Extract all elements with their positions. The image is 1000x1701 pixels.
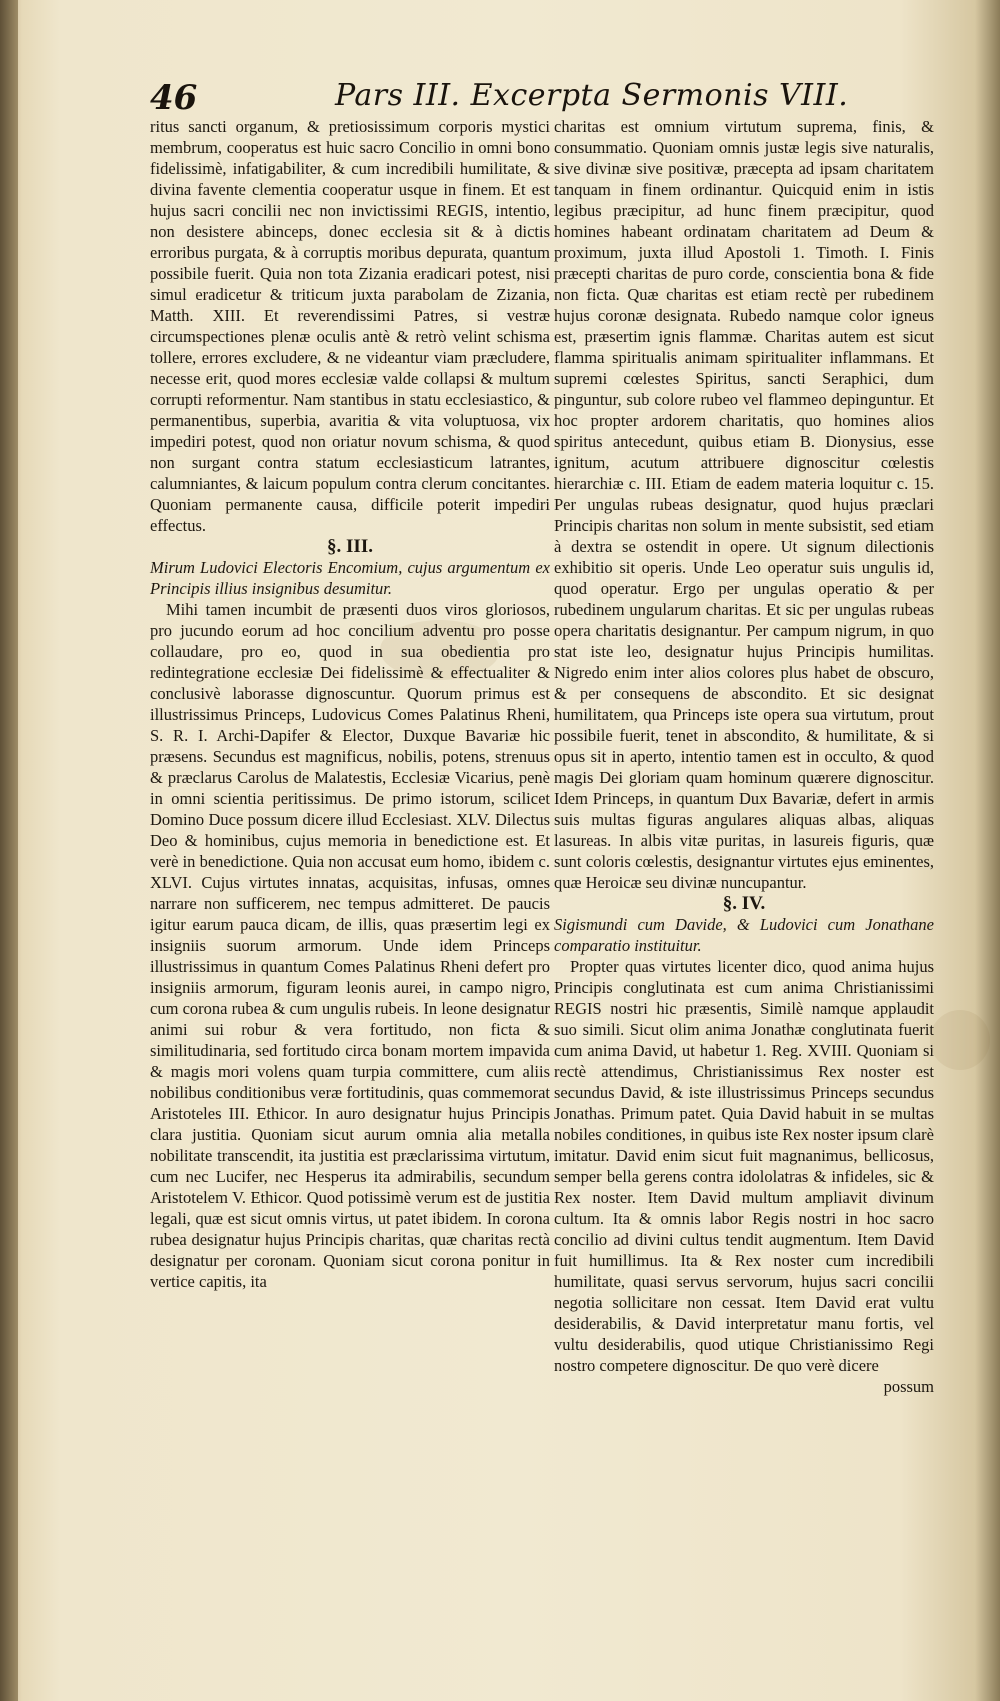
section-3-subtitle: Mirum Ludovici Electoris Encomium, cujus argumentum ex Principis illius insignibus desumitur. [150,558,550,598]
page-number: 46 [150,78,198,118]
running-title: Pars III. Excerpta Sermonis VIII. [335,78,849,113]
paper-stain [930,1010,990,1070]
left-paragraph-1: ritus sancti organum, & pretiosissimum corporis mystici membrum, cooperatus est huic sacro Concilio in omni bono fidelissimè, infatigabiliter, & cum incredibili humilitate, & divina favente clementia cooperatur usque in finem. Et est hujus sacri concilii nec non invictissimi REGIS, intentio, non desistere abinceps, donec ecclesia sit & à dictis erroribus purgata, & à corruptis moribus depurata, quantum possibile fuerit. Quia non tota Zizania eradicari potest, nisi simul eradicetur & triticum juxta parabolam de Zizania, Matth. XIII. Et reverendissimi Patres, si vestræ circumspectiones plenæ oculis antè & retrò velint schisma tollere, errores excludere, & ne videantur viam præcludere, necesse erit, quod mores ecclesiæ valde collapsi & multum corrupti reformentur. Nam stantibus in statu ecclesiastico, & permanentibus, superbia, avaritia & vita voluptuosa, vix impediri potest, quod non oriatur novum schisma, & quod non surgant contra statum ecclesiasticum latrantes, calumniantes, & laicum populum contra clerum concitantes. Quoniam permanente causa, difficile poterit impediri effectus. [150,117,550,535]
section-3-title: §. III. [327,536,373,557]
right-column [554,116,934,1397]
section-4-subtitle: Sigismundi cum Davide, & Ludovici cum Jonathane comparatio instituitur. [554,915,934,955]
section-4-title: §. IV. [722,893,766,914]
left-column [150,116,550,1292]
page-header [150,78,910,118]
right-paragraph-1: charitas est omnium virtutum suprema, finis, & consummatio. Quoniam omnis justæ legis sive naturalis, sive divinæ sive positivæ, præcepta ad ipsam charitatem tanquam in finem ordinantur. Quicquid enim in istis legibus præcipitur, ad hunc finem præcipitur, quod homines habeant ordinatam charitatem ad Deum & proximum, juxta illud Apostoli 1. Timoth. I. Finis præcepti charitas de puro corde, conscientia bona & fide non ficta. Quæ charitas est etiam rectè per rubedinem hujus coronæ designata. Rubedo namque color igneus est, præsertim ignis flammæ. Charitas autem est sicut flamma spiritualis animam spiritualiter inflammans. Et supremi cœlestes Spiritus, sancti Seraphici, dum pinguntur, sub colore rubeo vel flammeo depinguntur. Et hoc propter ardorem charitatis, quo homines alios spiritus antecedunt, quibus etiam B. Dionysius, esse ignitum, acutum attribuere dignoscitur cœlestis hierarchiæ c. III. Etiam de eadem materia loquitur c. 15. Per ungulas rubeas designatur, quod hujus præclari Principis charitas non solum in mente subsistit, sed etiam à dextra se ostendit in opere. Ut signum dilectionis exhibitio sit operis. Unde Leo operatur suis ungulis id, quod operatur. Ergo per ungulas operatio & per rubedinem ungularum charitas. Et sic per ungulas rubeas opera charitatis designantur. Per campum nigrum, in quo stat iste leo, designatur hujus Principis humilitas. Nigredo enim inter alios colores plus habet de obscuro, & per consequens de abscondito. Et sic designat humilitatem, qua Princeps iste opera sua virtutum, prout possibile fuerit, tenet in abscondito, & humilitate, & si opus sit in aperto, intentio tamen est in occulto, & quod magis Dei gloriam quam hominum quærere dignoscitur. Idem Princeps, in quantum Dux Bavariæ, defert in armis suis multas figuras angulares aliquas albas, aliquas lasureas. In albis vitæ puritas, in lasureis figuris, quæ sunt coloris cœlestis, designantur virtutes ejus eminentes, quæ Heroicæ seu divinæ nuncupantur. [554,117,934,892]
left-paragraph-2: Mihi tamen incumbit de præsenti duos viros gloriosos, pro jucundo eorum ad hoc concilium adventu pro posse collaudare, pro eo, quod in sua obedientia pro redintegratione ecclesiæ Dei fidelissimè & effectualiter & conclusivè laborasse dignoscuntur. Quorum primus est illustrissimus Princeps, Ludovicus Comes Palatinus Rheni, S. R. I. Archi-Dapifer & Elector, Duxque Bavariæ hic præsens. Secundus est magnificus, nobilis, potens, strenuus & præclarus Carolus de Malatestis, Ecclesiæ Vicarius, penè in omni scientia peritissimus. De primo istorum, scilicet Domino Duce possum dicere illud Ecclesiast. XLV. Dilectus Deo & hominibus, cujus memoria in benedictione est. Et verè in benedictione. Quia non accusat eum homo, ibidem c. XLVI. Cujus virtutes innatas, acquisitas, infusas, omnes narrare non sufficerem, nec tempus admitteret. De paucis igitur earum pauca dicam, de illis, quas præsertim legi ex insigniis suorum armorum. Unde idem Princeps illustrissimus in quantum Comes Palatinus Rheni defert pro insigniis armorum, figuram leonis aurei, in campo nigro, cum corona rubea & cum ungulis rubeis. In leone designatur animi sui robur & vera fortitudo, non ficta & similitudinaria, sed fortitudo circa bonam mortem impavida & magis mori volens quam turpia committere, cum aliis nobilibus conditionibus veræ fortitudinis, quas commemorat Aristoteles III. Ethicor. In auro designatur hujus Principis clara justitia. Quoniam sicut aurum omnia alia metalla nobilitate transcendit, ita justitia est præclarissima virtutum, cum nec Lucifer, nec Hesperus ita admirabilis, secundum Aristotelem V. Ethicor. Quod potissimè verum est de justitia legali, quæ est sicut omnis virtus, ut patet ibidem. In corona rubea designatur hujus Principis charitas, quæ charitas rectà designatur per coronam. Quoniam sicut corona ponitur in vertice capitis, ita [150,600,550,1291]
catchword: possum [883,1377,934,1396]
book-binding-edge [0,0,18,1701]
right-paragraph-2: Propter quas virtutes licenter dico, quod anima hujus Principis conglutinata est cum anima Christianissimi REGIS nostri hic præsentis, Similè namque applaudit suo simili. Sicut olim anima Jonathæ conglutinata fuerit cum anima David, ut habetur 1. Reg. XVIII. Quoniam si rectè attendimus, Christianissimus Rex noster est secundus David, & iste illustrissimus Princeps secundus Jonathas. Primum patet. Quia David habuit in se multas nobiles conditiones, in quibus iste Rex noster ipsum clarè imitatur. David enim sicut fuit magnanimus, bellicosus, semper bella gerens contra idololatras & infideles, sic & Rex noster. Item David multum ampliavit divinum cultum. Ita & omnis labor Regis nostri in hoc sacro concilio ad divini cultus tendit augmentum. Item David fuit humillimus. Ita & Rex noster cum incredibili humilitate, quasi servus servorum, hujus sacri concilii negotia sollicitare non cessat. Item David erat vultu desiderabilis, & David interpretatur manu fortis, vel vultu desiderabilis, quod utique Christianissimo Regi nostro competere dignoscitur. De quo verè dicere [554,957,934,1375]
